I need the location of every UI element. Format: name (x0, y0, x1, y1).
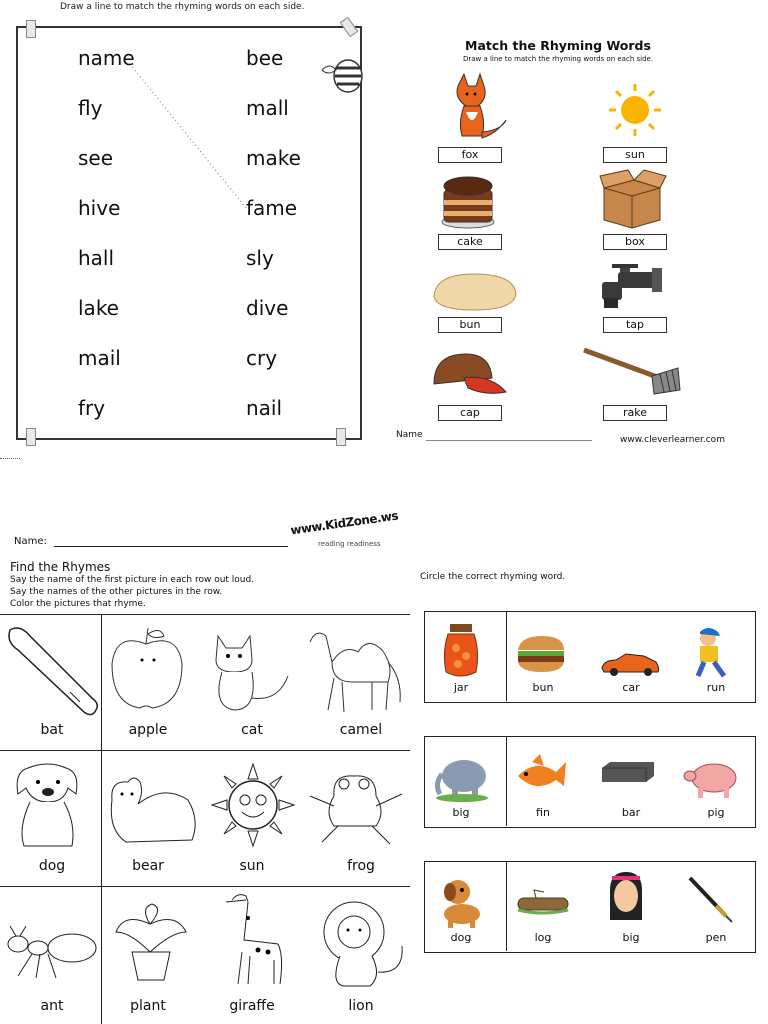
cat-icon (208, 626, 294, 714)
ws1-instruction: Draw a line to match the rhyming words on each side. (60, 2, 305, 12)
picture-label: tap (603, 317, 667, 333)
picture-word: dog (38, 858, 66, 874)
bat-icon (4, 622, 100, 718)
left-word: hive (78, 196, 121, 220)
picture-word: frog (347, 858, 375, 874)
picture-word: ant (40, 998, 64, 1014)
right-word: mall (246, 96, 289, 120)
picture-word: lion (348, 998, 374, 1014)
name-label: Name (396, 430, 423, 440)
right-word: fame (246, 196, 298, 220)
picture-word: jar (453, 681, 469, 694)
bee-icon (318, 54, 364, 96)
picture-label: cap (438, 405, 502, 421)
left-word: hall (78, 246, 115, 270)
fish-icon (512, 752, 568, 798)
picture-word: big (452, 806, 470, 819)
running-boy-icon (690, 626, 736, 682)
ws2-subtitle: Draw a line to match the rhyming words on each side. (462, 55, 654, 63)
grid-line (0, 614, 410, 615)
car-icon (600, 652, 662, 678)
picture-label: box (603, 234, 667, 250)
right-word: cry (246, 346, 278, 370)
giraffe-icon (218, 888, 294, 988)
ws4-divider (506, 736, 507, 826)
lion-icon (318, 896, 406, 990)
right-word: bee (246, 46, 284, 70)
kidzone-logo: www.KidZone.ws (289, 508, 399, 538)
ws3-instruction: Color the pictures that rhyme. (10, 599, 146, 609)
cake-icon (438, 172, 498, 230)
ws4-divider (506, 611, 507, 701)
left-word: see (78, 146, 114, 170)
left-word: lake (78, 296, 119, 320)
sun-icon (604, 80, 666, 140)
cap-icon (430, 348, 510, 400)
ws3-name-label: Name: (14, 536, 47, 547)
picture-word: camel (339, 722, 383, 738)
fox-icon (436, 72, 510, 142)
right-word: sly (246, 246, 274, 270)
picture-word: bun (532, 681, 554, 694)
rake-icon (580, 346, 686, 396)
picture-label: rake (603, 405, 667, 421)
website-label: www.cleverlearner.com (620, 435, 725, 445)
picture-word: dog (450, 931, 472, 944)
grid-line (0, 886, 410, 887)
jar-icon (440, 622, 482, 680)
picture-word: car (622, 681, 640, 694)
frog-icon (304, 766, 408, 848)
box-icon (598, 168, 668, 230)
burger-icon (514, 634, 568, 674)
picture-word: fin (536, 806, 550, 819)
log-icon (514, 886, 572, 918)
picture-word: run (706, 681, 726, 694)
picture-word: pig (707, 806, 725, 819)
ws3-instruction: Say the name of the first picture in each row out loud. (10, 575, 255, 585)
picture-word: bear (132, 858, 164, 874)
picture-word: cat (241, 722, 263, 738)
bun-icon (430, 270, 520, 314)
pig-icon (682, 758, 744, 802)
picture-label: cake (438, 234, 502, 250)
left-word: mail (78, 346, 121, 370)
tape (26, 428, 36, 446)
ant-icon (2, 924, 100, 984)
picture-label: sun (603, 147, 667, 163)
tape (26, 20, 36, 38)
match-line (128, 62, 248, 212)
grid-line (101, 614, 102, 1024)
picture-word: pen (705, 931, 727, 944)
right-word: dive (246, 296, 289, 320)
right-word: nail (246, 396, 283, 420)
sun-face-icon (210, 762, 296, 848)
picture-word: plant (130, 998, 166, 1014)
name-line[interactable] (426, 440, 592, 441)
picture-word: sun (239, 858, 265, 874)
bear-icon (104, 770, 200, 850)
right-word: make (246, 146, 301, 170)
left-word: name (78, 46, 135, 70)
picture-word: log (534, 931, 552, 944)
picture-label: fox (438, 147, 502, 163)
elephant-icon (432, 754, 490, 802)
left-word: fly (78, 96, 103, 120)
tape (336, 428, 346, 446)
picture-label: bun (438, 317, 502, 333)
picture-word: big (622, 931, 640, 944)
ws4-instruction: Circle the correct rhyming word. (420, 572, 566, 582)
picture-word: apple (128, 722, 168, 738)
dog-icon (8, 758, 98, 850)
apple-icon (106, 624, 188, 714)
pen-icon (686, 874, 736, 926)
ws3-heading: Find the Rhymes (10, 560, 111, 574)
plant-icon (110, 902, 192, 982)
kidzone-sub: reading readiness (318, 540, 381, 548)
ws2-title: Match the Rhyming Words (465, 38, 651, 53)
ws3-name-line[interactable] (54, 546, 288, 547)
picture-word: giraffe (229, 998, 275, 1014)
picture-word: bat (40, 722, 64, 738)
picture-word: bar (621, 806, 641, 819)
tap-icon (598, 262, 666, 314)
ws3-instruction: Say the names of the other pictures in the row. (10, 587, 223, 597)
grid-line (0, 750, 410, 751)
left-word: fry (78, 396, 106, 420)
divider (0, 458, 20, 459)
puppy-icon (434, 874, 488, 932)
girl-icon (606, 870, 646, 926)
ws4-divider (506, 861, 507, 951)
camel-icon (302, 622, 406, 716)
bar-icon (600, 760, 656, 784)
